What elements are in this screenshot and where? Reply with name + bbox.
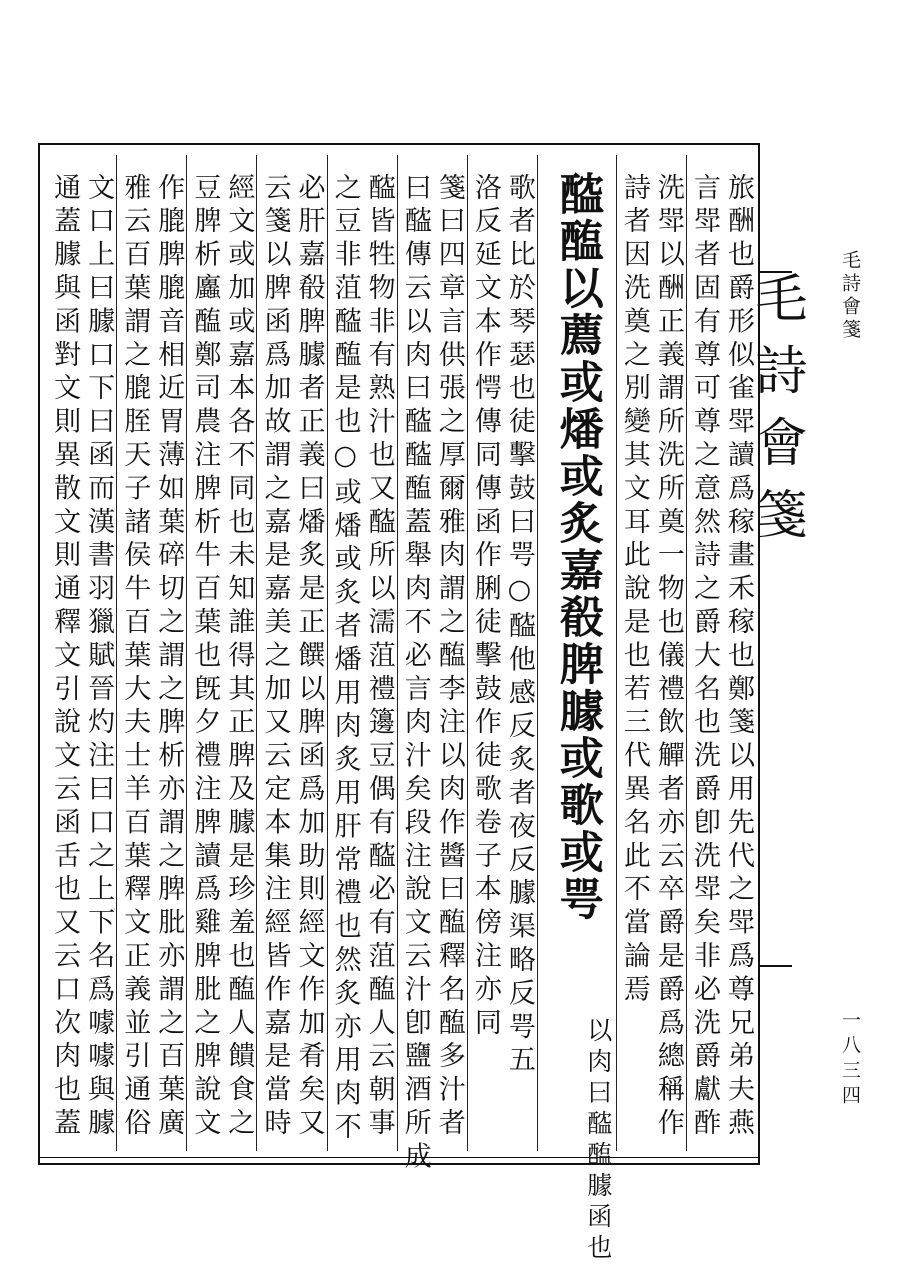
page-number: 一八三四 xyxy=(839,1010,861,1110)
text-column-6 xyxy=(256,155,326,1151)
text-line: 之豆非菹醓醢是也○或燔或炙者燔用肉炙用肝常禮也然炙亦用肉不 xyxy=(329,173,361,1146)
text-column-4 xyxy=(397,155,467,1175)
text-line: 旅酬也爵形似雀斝讀爲稼畫禾稼也鄭箋以用先代之斝爲尊兄弟夫燕 xyxy=(723,173,754,1142)
text-line: 醓皆牲物非有熟汁也又醓所以濡菹禮籩豆偶有醓必有菹醢人云朝事 xyxy=(363,173,395,1142)
text-line: 雅云百葉謂之膍胵天子諸侯牛百葉大夫士羊百葉釋文正義並引通俗 xyxy=(119,173,151,1142)
text-line: 必肝嘉殽脾臄者正義曰燔炙是正饌以脾函爲加助則經文作加肴矣又 xyxy=(293,173,325,1142)
text-column-9 xyxy=(46,155,116,1151)
text-line: 詩者因洗奠之別變其文耳此說是也若三代異名此不當論焉 xyxy=(618,173,650,1008)
text-line: 箋曰四章言供張之厚爾雅肉謂之醢李注以肉作醬曰醢釋名醢多汁者 xyxy=(433,173,465,1142)
text-line: 云箋以脾函爲加故謂之嘉是嘉美之加又云定本集注經皆作嘉是當時 xyxy=(259,173,291,1142)
text-line: 歌者比於琴瑟也徒擊鼓曰咢○醓他感反炙者夜反臄渠略反咢五 xyxy=(503,173,535,1079)
text-line: 通蓋臄與函對文則異散文則通釋文引說文云函舌也又云口次肉也蓋 xyxy=(49,173,81,1142)
text-line: 曰醓傳云以肉曰醓醓醢蓋舉肉不必言肉汁矣段注說文云汁卽鹽酒所成 xyxy=(399,173,431,1175)
text-line: 洗斝以酬正義謂所洗所奠一物也儀禮飲觶者亦云卒爵是爵爲總稱作 xyxy=(652,173,684,1142)
verse-note: 以肉曰醓醢臄函也 xyxy=(583,1017,613,1265)
text-line: 言斝者固有尊可尊之意然詩之爵大名也洗爵卽洗斝矣非必洗爵獻酢 xyxy=(689,173,720,1142)
text-line: 經文或加或嘉本各不同也未知誰得其正脾及臄是珍羞也醢人饋食之 xyxy=(223,173,255,1142)
text-column-3 xyxy=(467,155,537,1151)
text-line: 洛反延文本作愕傳同傳函作脷徒擊鼓作徒歌卷子本傍注亦同 xyxy=(469,173,501,1042)
text-column-5 xyxy=(327,155,397,1151)
main-verse: 醓醢以薦或燔或炙嘉殽脾臄或歌或咢 xyxy=(551,171,603,923)
text-line: 作膍脾膍音相近胃薄如葉碎切之謂之脾析亦謂之脾肶亦謂之百葉廣 xyxy=(153,173,185,1142)
text-column-7 xyxy=(186,155,256,1151)
running-title: 毛詩會箋 xyxy=(839,250,861,342)
text-columns xyxy=(46,155,756,1265)
book-title: 毛詩會箋 xyxy=(746,271,806,559)
text-line: 文口上曰臄口下曰函而漢書羽獵賦晉灼注曰口之上下名爲噱噱與臄 xyxy=(83,173,115,1142)
text-line: 豆脾析蠯醢鄭司農注脾析牛百葉也旣夕禮注脾讀爲雞脾肶之脾說文 xyxy=(189,173,221,1142)
text-column-8 xyxy=(116,155,186,1151)
title-strip xyxy=(746,143,806,1165)
text-column-2 xyxy=(616,155,686,1151)
text-frame xyxy=(38,143,760,1265)
strip-rule-bottom xyxy=(760,965,792,967)
text-column-1 xyxy=(686,155,756,1151)
main-verse-column xyxy=(537,155,616,1265)
